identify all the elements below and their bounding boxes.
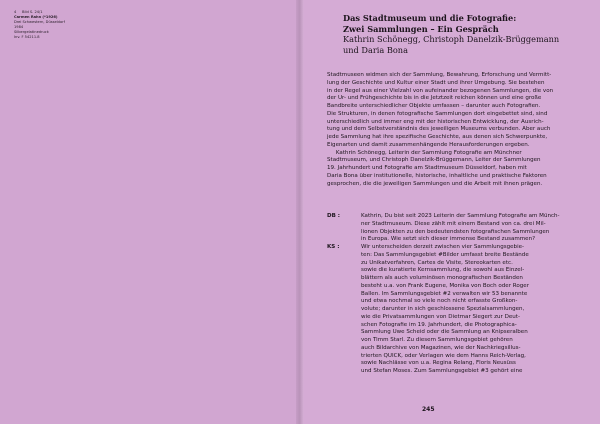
speech-line: volute; darunter in sich geschlossene Spezialsammlungen,	[361, 306, 525, 312]
speech-line: in Europa. Wie setzt sich dieser immense Bestand zusammen?	[361, 236, 536, 243]
speech-line: Ballen. Im Sammlungsgebiet #2 verwalten wir 53 benannte	[361, 290, 528, 297]
intro-line: lung der Geschichte und Kultur einer Stadt und ihrer Umgebung. Sie bestehen	[327, 79, 545, 86]
caption-year: 1984	[14, 25, 24, 29]
caption-title: Drei Schwestern, Düsseldorf	[14, 20, 65, 24]
intro-line: Bandbreite unterschiedlicher Objekte umfassen – darunter auch Fotografien.	[327, 103, 541, 109]
speech-line: von Timm Starl. Zu diesem Sammlungsgebiet gehören	[361, 337, 513, 343]
intro-line: Die Strukturen, in denen fotografische Sammlungen dort eingebettet sind, sind	[327, 110, 548, 117]
caption-line-1: 4 Bild S. 24/1	[14, 10, 43, 14]
speech-text	[361, 213, 585, 244]
image-caption	[14, 10, 124, 40]
book-gutter	[296, 0, 304, 424]
speech-line: ner Stadtmuseum. Diese zählt mit einem Bestand von ca. drei Mil-	[361, 220, 546, 227]
intro-line: unterschiedlich und immer eng mit der historischen Entwicklung, der Ausrich-	[327, 118, 544, 125]
article-authors-line-2: und Daria Bona	[343, 44, 408, 55]
speech-line: schen Fotografie im 19. Jahrhundert, die Photographica-	[361, 321, 517, 328]
speech-text	[361, 244, 585, 376]
speech-line: ten: Das Sammlungsgebiet #Bilder umfasst breite Bestände	[361, 251, 529, 258]
speech-line: und Stefan Moses. Zum Sammlungsgebiet #3 gehört eine	[361, 368, 523, 374]
speech-line: und etwa nochmal so viele noch nicht erfasste Großkon-	[361, 298, 518, 305]
intro-line: der Ur- und Frühgeschichte bis in die Jetztzeit reichen können und eine große	[327, 95, 542, 102]
caption-artist: Carmen Rahn (*1926)	[14, 15, 58, 19]
article-title-line-2: Zwei Sammlungen – Ein Gespräch	[343, 23, 499, 34]
speech-line: blättern als auch voluminösen monografischen Beständen	[361, 275, 523, 281]
speaker-label: KS :	[327, 244, 340, 250]
speech-line: sowie Nachlässe von u.a. Regina Relang, Floris Neusüss	[361, 360, 516, 367]
intro-line: jede Sammlung hat ihre spezifische Geschichte, aus denen sich Schwerpunkte,	[327, 134, 548, 140]
speech-line: zu Unikatverfahren, Cartes de Visite, Stereokarten etc.	[361, 259, 513, 266]
caption-number: 4	[14, 10, 17, 14]
caption-technique: Silbergelatinedruck	[14, 30, 49, 34]
speech-line: Kathrin, Du bist seit 2023 Leiterin der Sammlung Fotografie am Münch-	[361, 213, 560, 219]
intro-line: Stadtmuseum, und Christoph Danelzik-Brüggemann, Leiter der Sammlungen	[327, 157, 541, 164]
intro-line: Daria Bona über institutionelle, historische, inhaltliche und praktische Faktoren	[327, 172, 547, 179]
speech-line: besteht u.a. von Frank Eugene, Monika von Boch oder Roger	[361, 282, 529, 289]
intro-line: 19. Jahrhundert und Fotografie am Stadtmuseum Düsseldorf, haben mit	[327, 165, 527, 171]
speech-line: lionen Objekten zu den bedeutendsten fotografischen Sammlungen	[361, 228, 550, 235]
article-authors-line-1: Kathrin Schönegg, Christoph Danelzik-Brüggemann	[343, 34, 560, 44]
speech-line: wie die Privatsammlungen von Dietmar Siegert zur Deut-	[361, 313, 520, 320]
intro-line: in der Regel aus einer Vielzahl von aufeinander bezogenen Sammlungen, die von	[327, 87, 554, 94]
intro-line: gesprochen, die die jeweiligen Sammlungen und die Arbeit mit ihnen prägen.	[327, 180, 543, 187]
intro-line: Kathrin Schönegg, Leiterin der Sammlung Fotografie am Münchner	[327, 149, 522, 156]
speech-line: Sammlung Uwe Scheid oder die Sammlung an Knipseralben	[361, 329, 528, 336]
intro-line: Stadtmuseen widmen sich der Sammlung, Bewahrung, Erforschung und Vermitt-	[327, 72, 552, 78]
article-title-line-1: Das Stadtmuseum und die Fotografie:	[343, 13, 517, 23]
intro-line: tung und dem Selbstverständnis des jeweiligen Museums verbunden. Aber auch	[327, 126, 551, 133]
interview-dialog	[327, 213, 585, 376]
speech-line: auch Bildarchive von Magazinen, wie der Nachkriegsillus-	[361, 344, 521, 351]
page-number: 245	[422, 406, 435, 413]
intro-line: Eigenarten und damit zusammenhängende Herausforderungen ergeben.	[327, 141, 530, 148]
speech-line: trierten QUICK, oder Verlagen wie dem Hanns Reich-Verlag,	[361, 352, 526, 359]
speech-line: sowie die kuratierte Kernsammlung, die sowohl aus Einzel-	[361, 267, 525, 274]
speaker-label: DB :	[327, 213, 340, 219]
speech-line: Wir unterscheiden derzeit zwischen vier Sammlungsgebie-	[361, 244, 525, 250]
article-header	[343, 13, 583, 55]
dialog-entry-ks	[327, 244, 585, 376]
dialog-entry-db	[327, 213, 585, 244]
caption-inventory: Inv. F 54211.8	[14, 35, 40, 39]
intro-paragraph	[327, 72, 585, 188]
